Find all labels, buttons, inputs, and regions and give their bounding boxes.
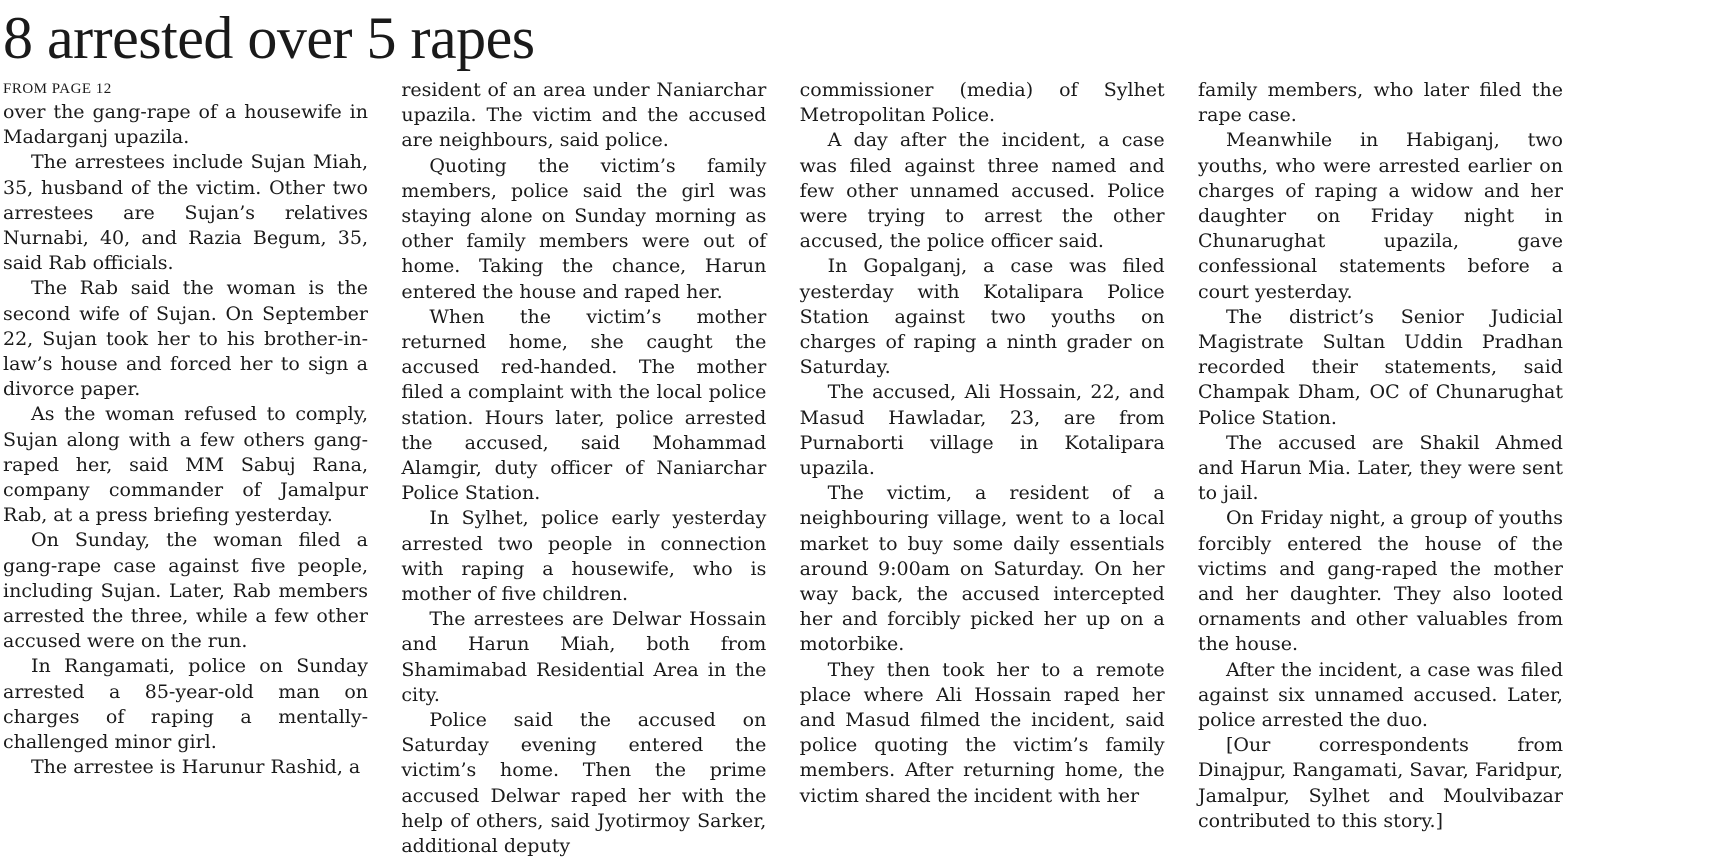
column-4 [1198,78,1563,859]
column-2 [401,78,766,859]
paragraph: commissioner (media) of Sylhet Metropolitan Police. [799,79,1165,127]
paragraph: The arrestee is Harunur Rashid, a [31,756,361,779]
paragraph: The Rab said the woman is the second wife of Sujan. On September 22, Sujan took her to his brother-in-law’s house and forced her to sign a divorce paper. [3,277,368,401]
paragraph: On Friday night, a group of youths forcibly entered the house of the victims and gang-raped the mother and her daughter. They also looted ornaments and other valuables from the house. [1197,507,1563,656]
paragraph: A day after the incident, a case was filed against three named and few other unnamed accused. Police were trying to arrest the other accused, the police officer said. [799,129,1165,253]
paragraph: The accused, Ali Hossain, 22, and Masud Hawladar, 23, are from Purnaborti village in Kotalipara upazila. [799,381,1165,480]
paragraph: The victim, a resident of a neighbouring village, went to a local market to buy some daily essentials around 9:00am on Saturday. On her way back, the accused intercepted her and forcibly picked her up on a motorbike. [799,482,1165,656]
paragraph: As the woman refused to comply, Sujan along with a few others gang-raped her, said MM Sabuj Rana, company commander of Jamalpur Rab, at a press briefing yesterday. [3,403,368,527]
paragraph: The accused are Shakil Ahmed and Harun Mia. Later, they were sent to jail. [1197,431,1563,505]
paragraph: In Sylhet, police early yesterday arrested two people in connection with raping a housewife, who is mother of five children. [401,507,767,606]
column-1 [3,78,368,859]
paragraph: over the gang-rape of a housewife in Madarganj upazila. [3,101,368,149]
paragraph: [Our correspondents from Dinajpur, Rangamati, Savar, Faridpur, Jamalpur, Sylhet and Moulvibazar contributed to this story.] [1197,734,1563,832]
paragraph: resident of an area under Naniarchar upazila. The victim and the accused are neighbours, said police. [401,79,767,152]
continued-from-label: FROM PAGE 12 [3,81,112,97]
paragraph: When the victim’s mother returned home, she caught the accused red-handed. The mother filed a complaint with the local police station. Hours later, police arrested the accused, said Mohammad Alamgir, duty officer of Naniarchar Police Station. [401,305,767,505]
article-columns [3,78,1563,859]
paragraph: Meanwhile in Habiganj, two youths, who were arrested earlier on charges of raping a widow and her daughter on Friday night in Chunarughat upazila, gave confessional statements before a court yesterday. [1197,129,1563,303]
paragraph: In Gopalganj, a case was filed yesterday with Kotalipara Police Station against two youths on charges of raping a ninth grader on Saturday. [799,255,1165,379]
paragraph: In Rangamati, police on Sunday arrested a 85-year-old man on charges of raping a mentally-challenged minor girl. [3,655,368,754]
paragraph: The arrestees include Sujan Miah, 35, husband of the victim. Other two arrestees are Sujan’s relatives Nurnabi, 40, and Razia Begum, 35, said Rab officials. [3,151,368,275]
paragraph: On Sunday, the woman filed a gang-rape case against five people, including Sujan. Later, Rab members arrested the three, while a few other accused were on the run. [3,529,368,653]
headline: 8 arrested over 5 rapes [3,5,535,71]
paragraph: Quoting the victim’s family members, police said the girl was staying alone on Sunday morning as other family members were out of home. Taking the chance, Harun entered the house and raped her. [401,154,767,303]
paragraph: The arrestees are Delwar Hossain and Harun Miah, both from Shamimabad Residential Area in the city. [401,608,767,706]
paragraph: Police said the accused on Saturday evening entered the victim’s home. Then the prime accused Delwar raped her with the help of others, said Jyotirmoy Sarker, additional deputy [401,709,767,858]
paragraph: family members, who later filed the rape case. [1197,79,1563,127]
newspaper-clipping [0,2,1724,866]
column-3 [800,78,1165,859]
paragraph: After the incident, a case was filed against six unnamed accused. Later, police arrested the duo. [1197,658,1563,732]
paragraph: The district’s Senior Judicial Magistrate Sultan Uddin Pradhan recorded their statements, said Champak Dham, OC of Chunarughat Police Station. [1197,305,1563,429]
paragraph: They then took her to a remote place where Ali Hossain raped her and Masud filmed the incident, said police quoting the victim’s family members. After returning home, the victim shared the incident with her [799,658,1165,807]
